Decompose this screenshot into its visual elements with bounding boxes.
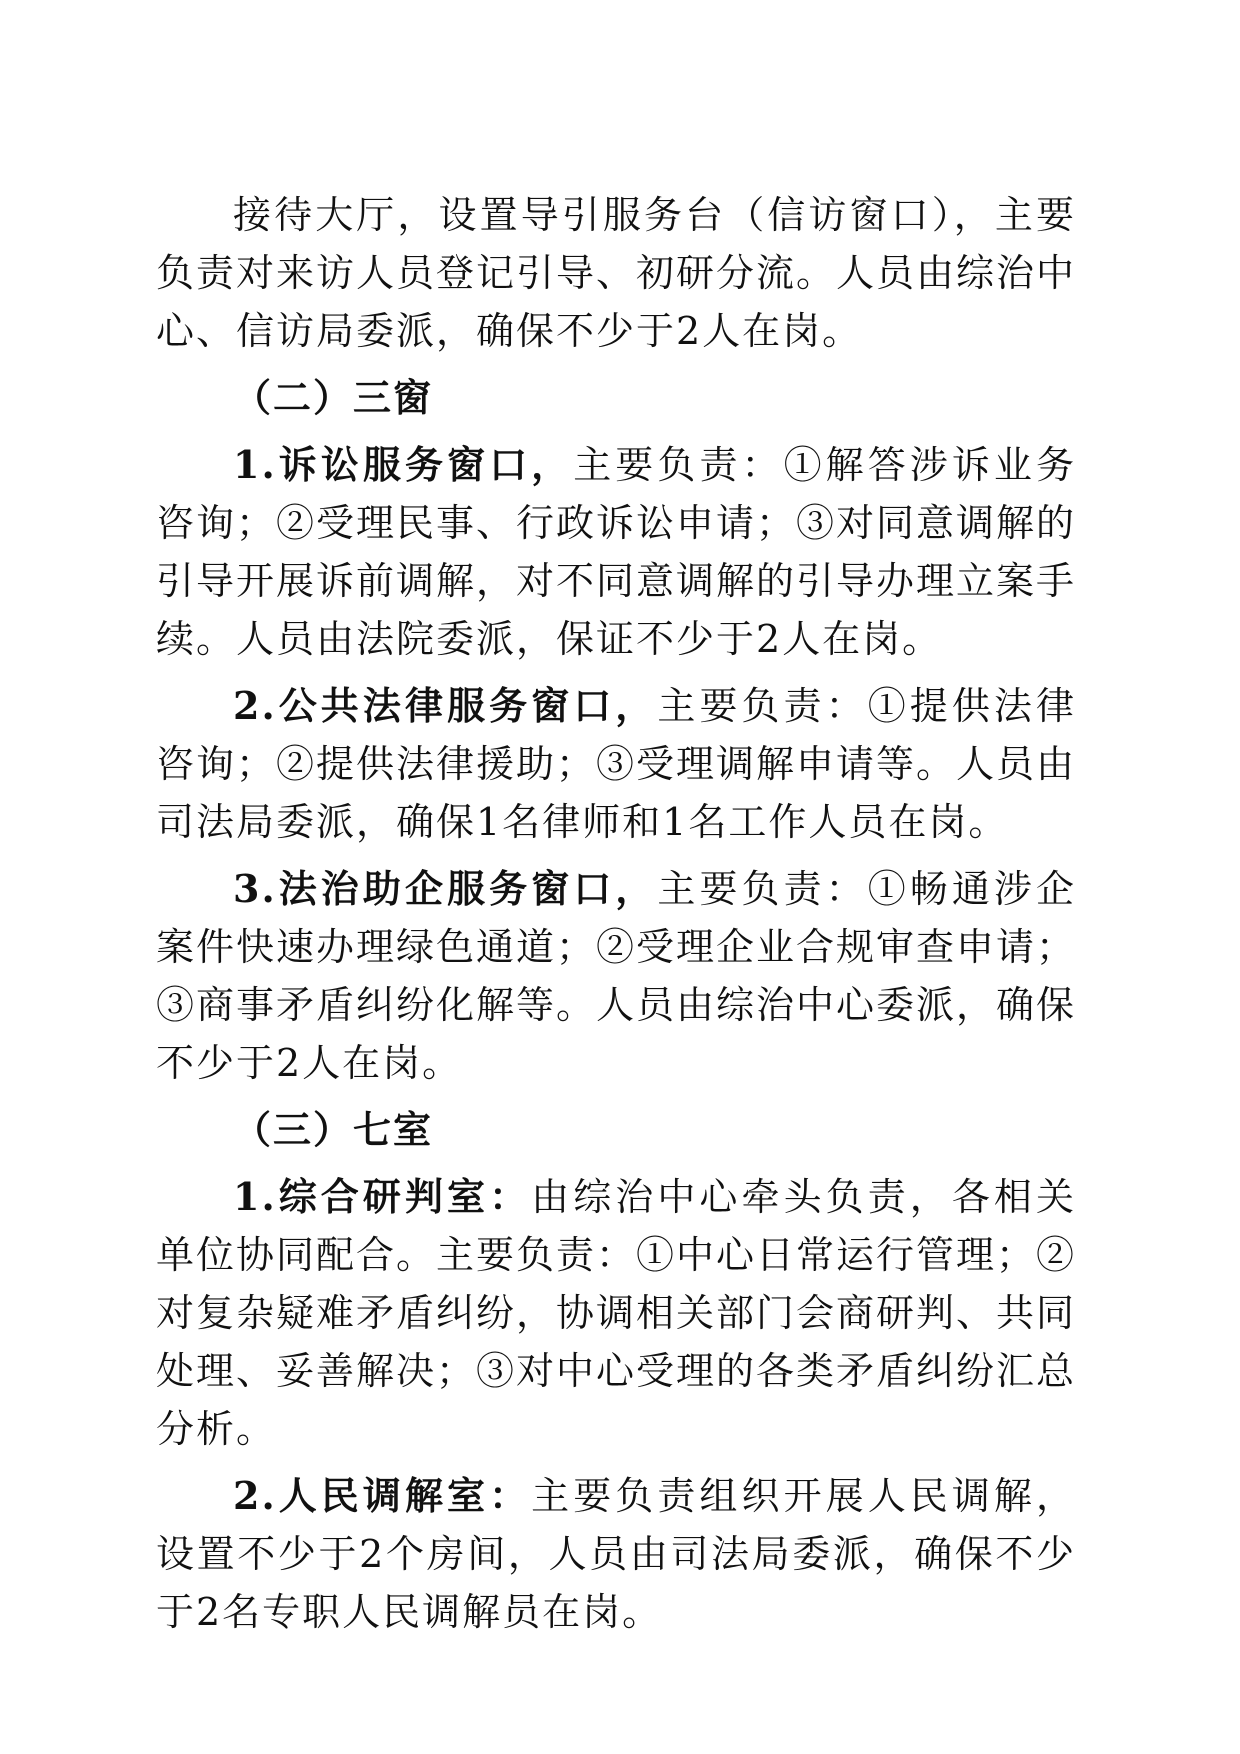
item-analysis-room (156, 1168, 1076, 1458)
item-title: 2.公共法律服务窗口， (233, 683, 658, 728)
section-heading-three-windows: （二）三窗 (233, 375, 434, 420)
item-body: 主要负责组织开展人民调解，设置不少于2个房间，人员由司法局委派，确保不少于2名专职人民调解员在岗。 (156, 1474, 1076, 1634)
item-enterprise-window (156, 860, 1076, 1092)
item-title: 1.诉讼服务窗口， (233, 442, 574, 487)
item-title: 3.法治助企服务窗口， (233, 866, 658, 911)
document-page (156, 186, 1076, 1641)
item-body: 主要负责：①提供法律咨询；②提供法律援助；③受理调解申请等。人员由司法局委派，确保1名律师和1名工作人员在岗。 (156, 684, 1077, 844)
item-body: 主要负责：①畅通涉企案件快速办理绿色通道；②受理企业合规审查申请；③商事矛盾纠纷化解等。人员由综治中心委派，确保不少于2人在岗。 (156, 867, 1077, 1085)
item-title: 1.综合研判室： (233, 1174, 532, 1219)
section-heading-seven-rooms: （三）七室 (233, 1107, 434, 1152)
item-litigation-window (156, 436, 1076, 668)
item-public-legal-window (156, 677, 1076, 851)
item-body: 主要负责：①解答涉诉业务咨询；②受理民事、行政诉讼申请；③对同意调解的引导开展诉前调解，对不同意调解的引导办理立案手续。人员由法院委派，保证不少于2人在岗。 (156, 443, 1077, 661)
intro-paragraph: 接待大厅，设置导引服务台（信访窗口），主要负责对来访人员登记引导、初研分流。人员由综治中心、信访局委派，确保不少于2人在岗。 (156, 193, 1077, 353)
item-body: 由综治中心牵头负责，各相关单位协同配合。主要负责：①中心日常运行管理；②对复杂疑难矛盾纠纷，协调相关部门会商研判、共同处理、妥善解决；③对中心受理的各类矛盾纠纷汇总分析。 (156, 1175, 1077, 1451)
item-title: 2.人民调解室： (233, 1473, 532, 1518)
item-mediation-room (156, 1467, 1076, 1641)
